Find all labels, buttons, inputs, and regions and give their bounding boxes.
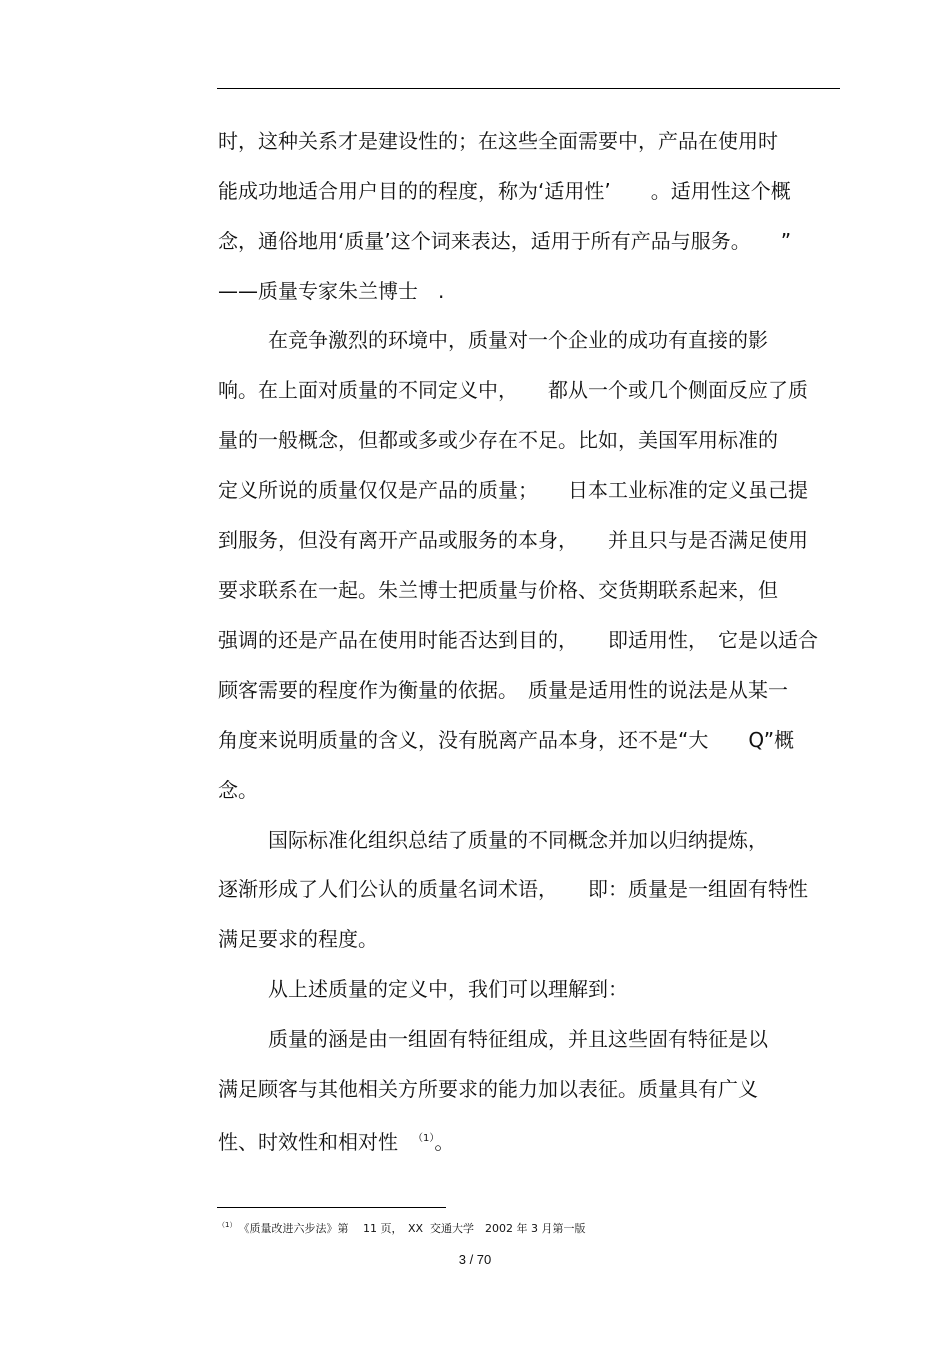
body-line: 量的一般概念，但都或多或少存在不足。比如，美国军用标准的 — [218, 428, 778, 452]
body-line: 时，这种关系才是建设性的；在这些全面需要中，产品在使用时 — [218, 129, 778, 153]
page-number: 3 / 70 — [458, 1252, 492, 1267]
body-line: ——质量专家朱兰博士 . — [218, 279, 445, 303]
footnote — [218, 1217, 586, 1237]
body-line: 要求联系在一起。朱兰博士把质量与价格、交货期联系起来，但 — [218, 578, 778, 602]
body-line: 定义所说的质量仅仅是产品的质量； 日本工业标准的定义虽己提 — [218, 478, 808, 502]
body-line: 在竞争激烈的环境中，质量对一个企业的成功有直接的影 — [268, 328, 768, 352]
footnote-text: 《质量改进六步法》第 11 页， XX 交通大学 2002 年 3 月第一版 — [232, 1222, 586, 1235]
header-rule — [217, 88, 840, 89]
body-line: 逐渐形成了人们公认的质量名词术语， 即：质量是一组固有特性 — [218, 877, 808, 901]
body-line: 从上述质量的定义中，我们可以理解到： — [268, 977, 628, 1001]
body-line-text: 性、时效性和相对性 — [218, 1130, 418, 1154]
body-line-end: 。 — [434, 1130, 455, 1154]
footnote-rule — [217, 1207, 446, 1208]
body-line-last — [218, 1127, 454, 1154]
body-line: 顾客需要的程度作为衡量的依据。 质量是适用性的说法是从某一 — [218, 678, 788, 702]
body-line: 到服务，但没有离开产品或服务的本身， 并且只与是否满足使用 — [218, 528, 808, 552]
body-line: 国际标准化组织总结了质量的不同概念并加以归纳提炼， — [268, 828, 768, 852]
body-line: 质量的涵是由一组固有特征组成，并且这些固有特征是以 — [268, 1027, 768, 1051]
body-line: 角度来说明质量的含义，没有脱离产品本身，还不是“大 Q”概 — [218, 728, 795, 752]
footnote-mark: （1） — [218, 1221, 233, 1229]
body-line: 强调的还是产品在使用时能否达到目的， 即适用性， 它是以适合 — [218, 628, 818, 652]
body-line: 念，通俗地用‘质量’这个词来表达，适用于所有产品与服务。 ” — [218, 229, 792, 253]
body-line: 念。 — [218, 778, 258, 802]
body-line: 满足顾客与其他相关方所要求的能力加以表征。质量具有广义 — [218, 1077, 758, 1101]
body-line: 响。在上面对质量的不同定义中， 都从一个或几个侧面反应了质 — [218, 378, 808, 402]
footnote-reference: （1） — [418, 1133, 435, 1144]
body-line: 能成功地适合用户目的的程度，称为‘适用性’ 。适用性这个概 — [218, 179, 791, 203]
body-line: 满足要求的程度。 — [218, 927, 378, 951]
